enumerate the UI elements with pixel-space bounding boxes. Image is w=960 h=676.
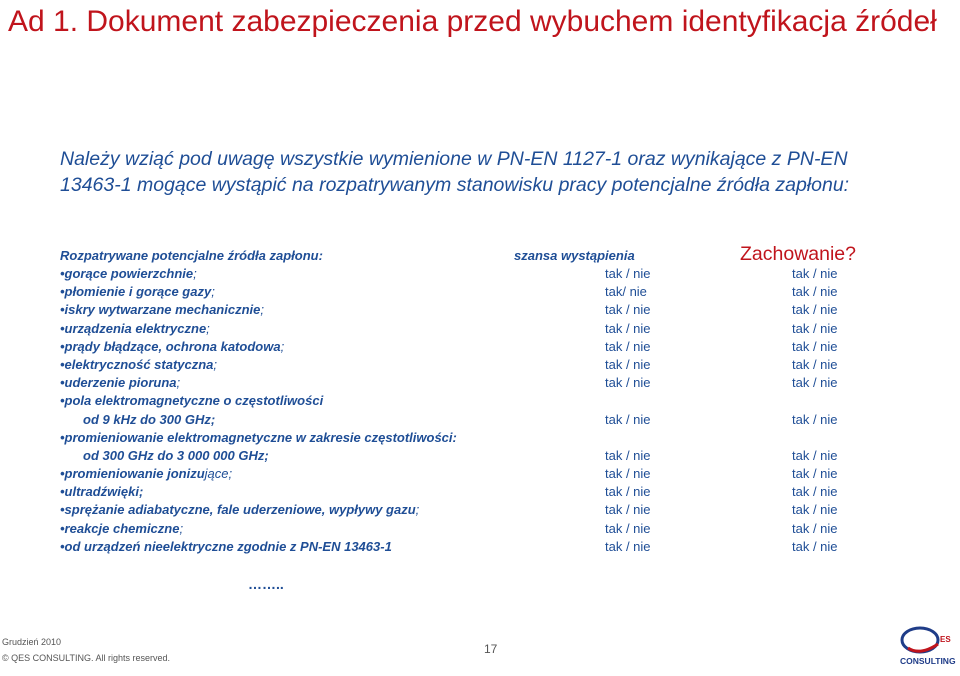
table-row: •uderzenie pioruna; tak / nie tak / nie xyxy=(60,375,838,391)
table-row: •urządzenia elektryczne; tak / nie tak / nie xyxy=(60,320,838,336)
table-row: •pola elektromagnetyczne o częstotliwości xyxy=(60,393,324,409)
footer-copyright: © QES CONSULTING. All rights reserved. xyxy=(2,653,171,663)
header-behavior: Zachowanie? xyxy=(740,243,856,265)
intro-paragraph: Należy wziąć pod uwagę wszystkie wymienione w PN-EN 1127-1 oraz wynikające z PN-EN 13463-1 mogące wystąpić na rozpatrywanym stanowisku pracy potencjalne źródła zapłonu: xyxy=(60,148,850,196)
table-row: •promieniowanie elektromagnetyczne w zakresie częstotliwości: xyxy=(60,429,457,445)
header-chance: szansa wystąpienia xyxy=(514,248,635,263)
logo-text: CONSULTING xyxy=(900,656,956,666)
header-sources: Rozpatrywane potencjalne źródła zapłonu: xyxy=(60,248,323,263)
table-row: •promieniowanie jonizujące; tak / nie tak / nie xyxy=(60,466,838,482)
company-logo xyxy=(898,622,958,668)
logo-mark: ES xyxy=(940,635,951,644)
table-row: •gorące powierzchnie; tak / nie tak / nie xyxy=(60,266,838,281)
slide-title: Ad 1. Dokument zabezpieczenia przed wybuchem identyfikacja źródeł xyxy=(8,5,937,38)
table-row: •prądy błądzące, ochrona katodowa; tak / nie tak / nie xyxy=(60,338,838,354)
ignition-sources-table xyxy=(60,265,860,556)
page-number: 17 xyxy=(484,642,498,656)
table-row: •reakcje chemiczne; tak / nie tak / nie xyxy=(60,520,838,536)
table-row: •elektryczność statyczna; tak / nie tak / nie xyxy=(60,356,838,372)
ellipsis: …….. xyxy=(248,576,284,592)
table-row: •płomienie i gorące gazy; tak/ nie tak / nie xyxy=(60,284,838,300)
table-row: od 9 kHz do 300 GHz; tak / nie tak / nie xyxy=(83,411,838,427)
table-row: •od urządzeń nieelektryczne zgodnie z PN-EN 13463-1 tak / nie tak / nie xyxy=(60,538,838,554)
table-row: •ultradźwięki; tak / nie tak / nie xyxy=(60,484,838,500)
table-row: •iskry wytwarzane mechanicznie; tak / nie tak / nie xyxy=(60,302,838,318)
table-row: •sprężanie adiabatyczne, fale uderzeniowe, wypływy gazu; tak / nie tak / nie xyxy=(60,502,838,518)
table-row: od 300 GHz do 3 000 000 GHz; tak / nie tak / nie xyxy=(83,447,838,463)
footer-date: Grudzień 2010 xyxy=(2,637,62,647)
